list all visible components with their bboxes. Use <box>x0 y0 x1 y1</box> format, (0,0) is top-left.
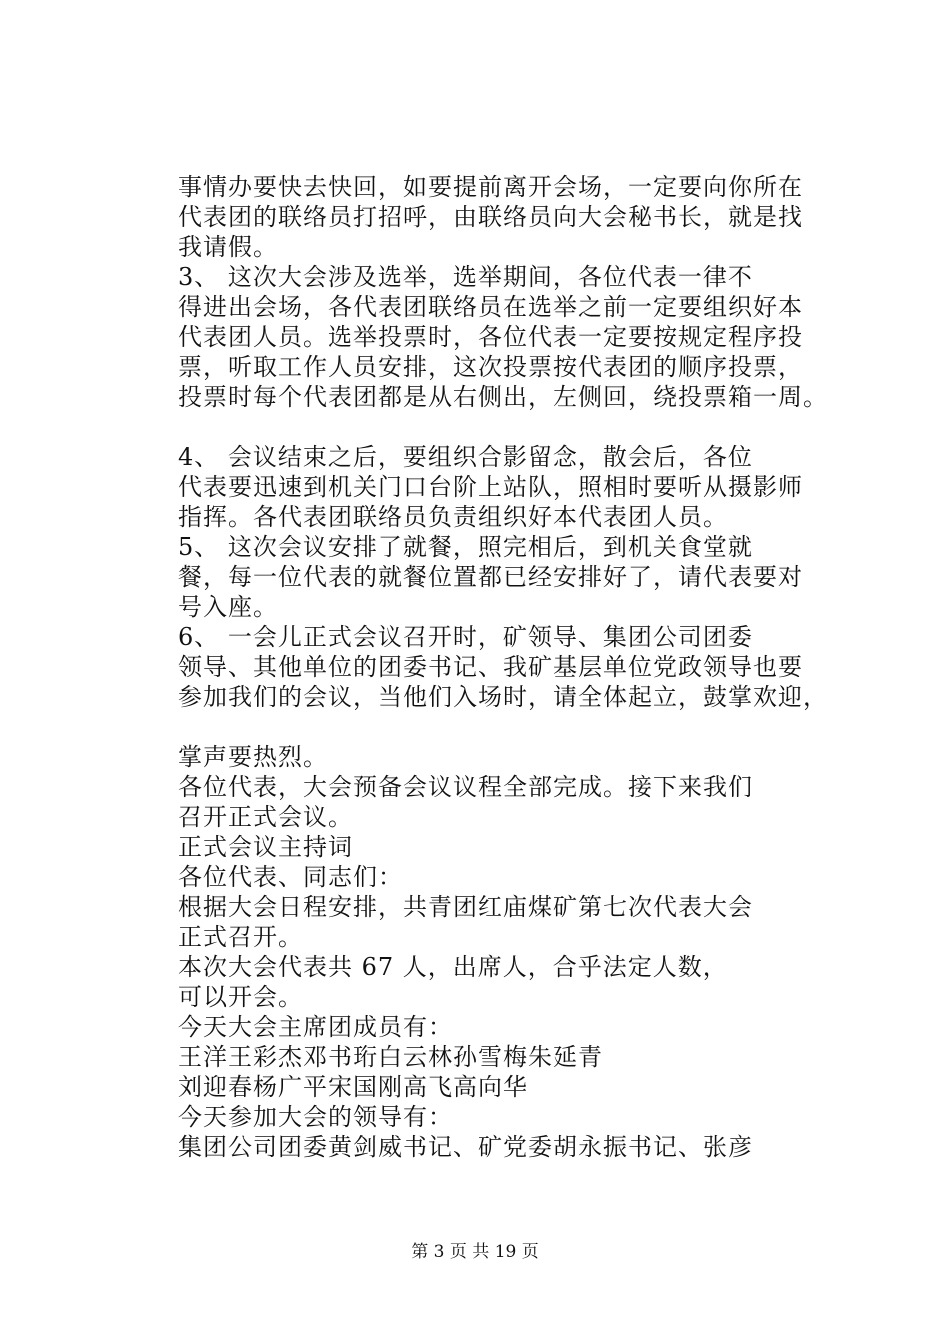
text-line: 可以开会。 <box>178 983 303 1011</box>
text-line: 号入座。 <box>178 593 278 621</box>
page-footer: 第 3 页 共 19 页 <box>411 1242 539 1262</box>
text-line: 各位代表，大会预备会议议程全部完成。接下来我们 <box>178 773 753 801</box>
text-line: 本次大会代表共 67 人，出席人，合乎法定人数， <box>178 953 728 981</box>
text-line: 正式召开。 <box>178 923 303 951</box>
text-line: 餐，每一位代表的就餐位置都已经安排好了，请代表要对 <box>178 563 803 591</box>
blank-line <box>178 412 878 442</box>
text-line: 4、 会议结束之后，要组织合影留念，散会后，各位 <box>178 443 753 471</box>
text-line: 今天参加大会的领导有： <box>178 1103 453 1131</box>
text-line: 代表要迅速到机关门口台阶上站队，照相时要听从摄影师 <box>178 473 803 501</box>
text-line: 今天大会主席团成员有： <box>178 1013 453 1041</box>
text-line: 得进出会场，各代表团联络员在选举之前一定要组织好本 <box>178 293 803 321</box>
text-line: 代表团人员。选举投票时，各位代表一定要按规定程序投 <box>178 323 803 351</box>
text-line: 根据大会日程安排，共青团红庙煤矿第七次代表大会 <box>178 893 753 921</box>
document-body <box>178 172 878 1162</box>
text-line: 刘迎春杨广平宋国刚高飞高向华 <box>178 1073 528 1101</box>
text-line: 事情办要快去快回，如要提前离开会场，一定要向你所在 <box>178 173 803 201</box>
text-line: 各位代表、同志们： <box>178 863 403 891</box>
text-line: 王洋王彩杰邓书珩白云林孙雪梅朱延青 <box>178 1043 603 1071</box>
text-line: 投票时每个代表团都是从右侧出，左侧回，绕投票箱一周。 <box>178 383 828 411</box>
text-line: 领导、其他单位的团委书记、我矿基层单位党政领导也要 <box>178 653 803 681</box>
text-line: 参加我们的会议，当他们入场时，请全体起立，鼓掌欢迎， <box>178 683 828 711</box>
text-line: 票，听取工作人员安排，这次投票按代表团的顺序投票， <box>178 353 803 381</box>
text-line: 召开正式会议。 <box>178 803 353 831</box>
text-line: 代表团的联络员打招呼，由联络员向大会秘书长，就是找 <box>178 203 803 231</box>
text-line: 指挥。各代表团联络员负责组织好本代表团人员。 <box>178 503 728 531</box>
text-line: 6、 一会儿正式会议召开时，矿领导、集团公司团委 <box>178 623 753 651</box>
section-heading: 正式会议主持词 <box>178 833 353 861</box>
text-line: 5、 这次会议安排了就餐，照完相后，到机关食堂就 <box>178 533 753 561</box>
text-line: 集团公司团委黄剑威书记、矿党委胡永振书记、张彦 <box>178 1133 753 1161</box>
text-line: 3、 这次大会涉及选举，选举期间，各位代表一律不 <box>178 263 753 291</box>
blank-line <box>178 712 878 742</box>
text-line: 我请假。 <box>178 233 278 261</box>
text-line: 掌声要热烈。 <box>178 743 328 771</box>
